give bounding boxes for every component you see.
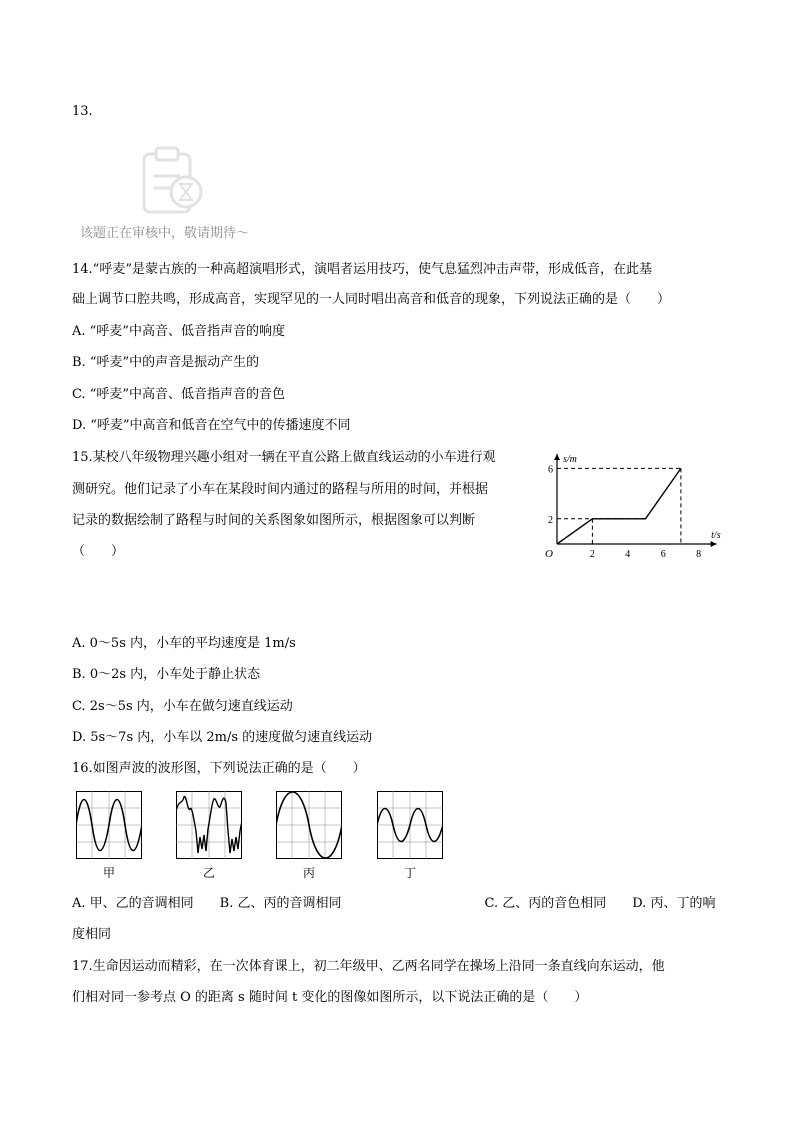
waveform-bing	[276, 791, 342, 859]
origin-label: O	[545, 548, 553, 560]
y-tick-label: 6	[548, 464, 553, 476]
waveform-jia	[76, 791, 142, 859]
question-15-option-c: C. 2s～5s 内，小车在做匀速直线运动	[72, 699, 293, 714]
waveform-label-bing: 丙	[302, 866, 315, 880]
waveform-yi	[176, 791, 242, 859]
x-axis-label: t/s	[711, 530, 721, 541]
waveform-ding	[377, 791, 443, 859]
question-14-option-c: C. “呼麦”中高音、低音指声音的音色	[72, 387, 286, 402]
graph-series	[557, 468, 681, 544]
question-15-option-d: D. 5s～7s 内，小车以 2m/s 的速度做匀速直线运动	[72, 730, 373, 745]
question-15-stem-line1: 15.某校八年级物理兴趣小组对一辆在平直公路上做直线运动的小车进行观	[72, 450, 496, 465]
question-14-option-a: A. “呼麦”中高音、低音指声音的响度	[72, 324, 285, 339]
x-axis-arrow	[711, 541, 717, 547]
waveform-label-yi: 乙	[202, 866, 215, 880]
graph-guides	[557, 468, 681, 544]
question-15-stem-line3: 记录的数据绘制了路程与时间的关系图象如图所示，根据图象可以判断	[72, 513, 476, 528]
question-14-stem-line2: 础上调节口腔共鸣，形成高音，实现罕见的一人同时唱出高音和低音的现象，下列说法正确的是（ ）	[72, 292, 671, 307]
series-line-s-t	[557, 468, 681, 544]
distance-time-graph	[545, 448, 725, 570]
waveform-label-jia: 甲	[102, 866, 115, 880]
x-tick-label: 6	[660, 549, 666, 560]
x-tick-label: 8	[696, 549, 702, 560]
pending-review-text: 该题正在审核中，敬请期待～	[80, 226, 250, 241]
y-axis-arrow	[554, 454, 560, 460]
question-16-options-cont: 度相同	[72, 927, 112, 942]
x-tick-label: 2	[589, 549, 595, 560]
x-tick-label: 4	[625, 549, 631, 560]
question-15-option-a: A. 0～5s 内，小车的平均速度是 1m/s	[72, 636, 296, 651]
y-tick-label: 2	[548, 514, 553, 526]
question-14-option-d: D. “呼麦”中高音和低音在空气中的传播速度不同	[72, 418, 351, 433]
question-16-options: A. 甲、乙的音调相同 B. 乙、丙的音调相同 C. 乙、丙的音色相同 D. 丙、丁的响	[72, 896, 716, 911]
question-14-option-b: B. “呼麦”中的声音是振动产生的	[72, 355, 260, 370]
question-15-stem-line2: 测研究。他们记录了小车在某段时间内通过的路程与所用的时间，并根据	[72, 482, 489, 497]
question-13-number: 13.	[72, 104, 93, 119]
y-axis-label: s/m	[563, 454, 577, 465]
question-15-option-b: B. 0～2s 内，小车处于静止状态	[72, 667, 261, 682]
question-17-stem-line2: 们相对同一参考点 O 的距离 s 随时间 t 变化的图像如图所示，以下说法正确的是（ ）	[72, 990, 588, 1005]
waveform-label-ding: 丁	[403, 866, 416, 880]
question-17-stem-line1: 17.生命因运动而精彩，在一次体育课上，初二年级甲、乙两名同学在操场上沿同一条直线向东运动，他	[72, 959, 665, 974]
question-16-stem: 16.如图声波的波形图，下列说法正确的是（ ）	[72, 761, 366, 776]
question-14-stem-line1: 14.“呼麦”是蒙古族的一种高超演唱形式，演唱者运用技巧，使气息猛烈冲击声带，形成低音，在此基	[72, 262, 652, 277]
question-15-stem-line4: （ ）	[72, 544, 125, 559]
